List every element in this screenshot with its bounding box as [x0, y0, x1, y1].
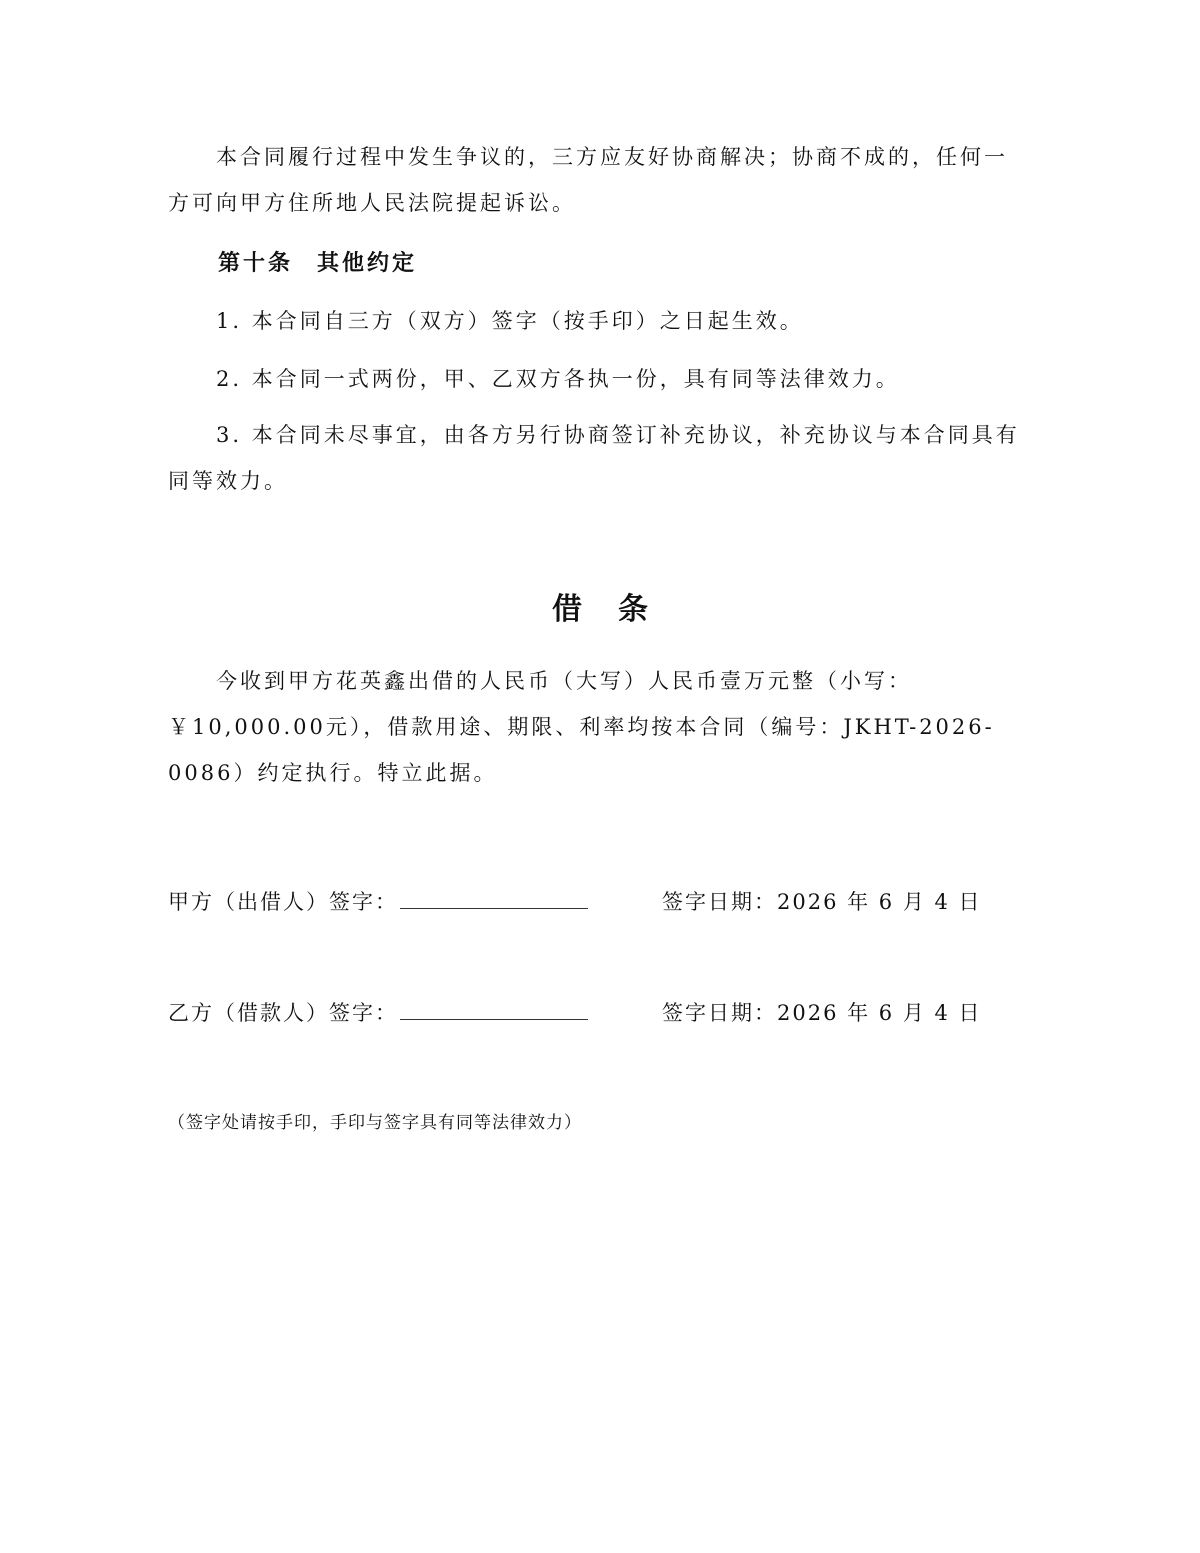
- lender-signature-label: 甲方（出借人）签字：: [168, 890, 398, 914]
- borrower-signature-date: 签字日期：2026 年 6 月 4 日: [662, 1001, 982, 1025]
- clause-item-2: 2. 本合同一式两份，甲、乙双方各执一份，具有同等法律效力。: [216, 367, 900, 391]
- borrower-signature-label: 乙方（借款人）签字：: [168, 1001, 398, 1025]
- iou-body: 今收到甲方花英鑫出借的人民币（大写）人民币壹万元整（小写：￥10,000.00元），借款用途、期限、利率均按本合同（编号：JKHT-2026-0086）约定执行。特立此据。: [168, 669, 995, 785]
- iou-title: 借条: [552, 592, 684, 627]
- lender-signature-row: [168, 886, 982, 916]
- lender-signature-line[interactable]: [400, 886, 588, 909]
- dispute-resolution-paragraph: 本合同履行过程中发生争议的，三方应友好协商解决；协商不成的，任何一方可向甲方住所地人民法院提起诉讼。: [168, 145, 1008, 215]
- clause-item-3: 3. 本合同未尽事宜，由各方另行协商签订补充协议，补充协议与本合同具有同等效力。: [168, 423, 1020, 493]
- lender-signature-date: 签字日期：2026 年 6 月 4 日: [662, 890, 982, 914]
- fingerprint-note: （签字处请按手印，手印与签字具有同等法律效力）: [168, 1113, 582, 1133]
- borrower-signature-row: [168, 997, 982, 1027]
- article-ten-title: 其他约定: [317, 250, 418, 276]
- borrower-signature-line[interactable]: [400, 997, 588, 1020]
- article-ten-number: 第十条: [218, 250, 294, 276]
- clause-item-1: 1. 本合同自三方（双方）签字（按手印）之日起生效。: [216, 309, 804, 333]
- article-ten-heading: [218, 246, 417, 277]
